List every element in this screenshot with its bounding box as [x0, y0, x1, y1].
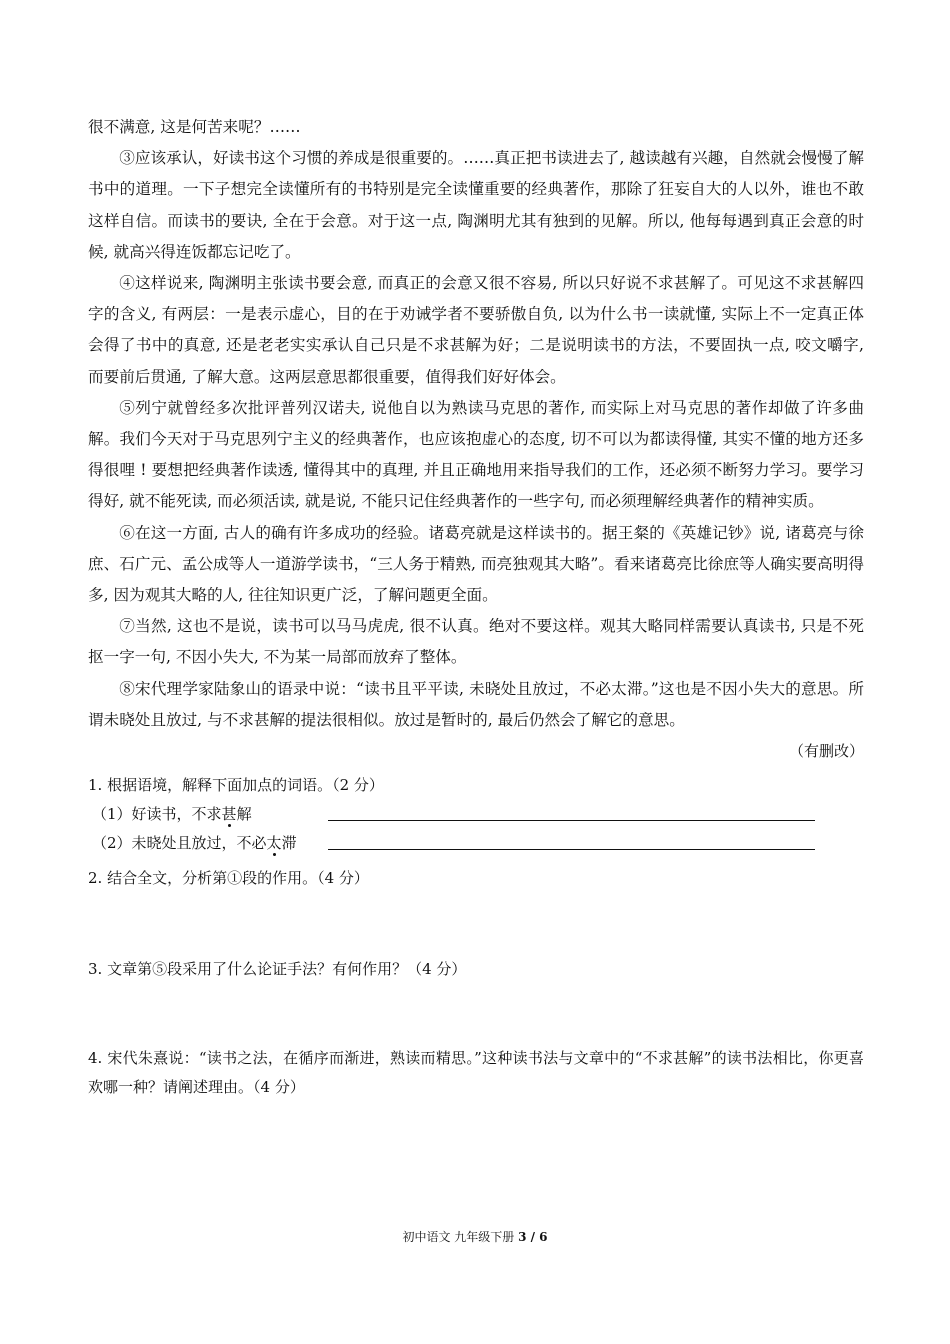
emphasis-dot-char: 太: [266, 834, 282, 853]
page-footer: [0, 1228, 950, 1245]
source-note: （有删改）: [788, 742, 864, 761]
question-3: 3. 文章第⑤段采用了什么论证手法？有何作用？（4 分）: [88, 960, 467, 979]
answer-line-1[interactable]: [328, 820, 815, 821]
answer-line-2[interactable]: [328, 849, 815, 850]
question-2: 2. 结合全文，分析第①段的作用。（4 分）: [88, 869, 369, 888]
paragraph-6: ⑥在这一方面, 古人的确有许多成功的经验。诸葛亮就是这样读书的。据王粲的《英雄记钞》说, 诸葛亮与徐庶、石广元、孟公成等人一道游学读书，“三人务于精熟, 而亮独观其大略”。看来诸葛亮比徐庶等人确实要高明得多, 因为观其大略的人, 往往知识更广泛，了解问题更全面。: [88, 523, 864, 605]
question-1-item-2-label: （2）未晓处且放过，不必太滞: [92, 834, 297, 853]
paragraph-4: ④这样说来, 陶渊明主张读书要会意, 而真正的会意又很不容易, 所以只好说不求甚解了。可见这不求甚解四字的含义, 有两层：一是表示虚心，目的在于劝诫学者不要骄傲自负, 以为什么书一读就懂, 实际上不一定真正体会得了书中的真意, 还是老老实实承认自己只是不求甚解为好；二是说明读书的方法，不要固执一点, 咬文嚼字, 而要前后贯通, 了解大意。这两层意思都很重要，值得我们好好体会。: [88, 274, 864, 386]
document-body: [88, 112, 864, 1102]
question-1-title: 1. 根据语境，解释下面加点的词语。（2 分）: [88, 776, 384, 795]
paragraph-5: ⑤列宁就曾经多次批评普列汉诺夫, 说他自以为熟读马克思的著作, 而实际上对马克思的著作却做了许多曲解。我们今天对于马克思列宁主义的经典著作，也应该抱虚心的态度, 切不可以为都读得懂, 其实不懂的地方还多得很哩 ! 要想把经典著作读透, 懂得其中的真理, 并且正确地用来指导我们的工作，还必须不断努力学习。要学习得好, 就不能死读, 而必须活读, 就是说, 不能只记住经典著作的一些字句, 而必须理解经典著作的精神实质。: [88, 398, 864, 511]
emphasis-dot-char: 甚: [221, 805, 237, 824]
paragraph-8: ⑧宋代理学家陆象山的语录中说：“读书且平平读, 未晓处且放过，不必太滞。”这也是不因小失大的意思。所谓未晓处且放过, 与不求甚解的提法很相似。放过是暂时的, 最后仍然会了解它的意思。: [88, 679, 864, 729]
answer-space-2[interactable]: [88, 893, 864, 955]
question-1-item-2: [88, 829, 864, 858]
page-number: 3 / 6: [518, 1230, 548, 1244]
question-4: 4. 宋代朱熹说：“读书之法，在循序而渐进，熟读而精思。”这种读书法与文章中的“不求甚解”的读书法相比，你更喜欢哪一种？请阐述理由。（4 分）: [88, 1049, 864, 1097]
paragraph-3: ③应该承认，好读书这个习惯的养成是很重要的。……真正把书读进去了, 越读越有兴趣，自然就会慢慢了解书中的道理。一下子想完全读懂所有的书特别是完全读懂重要的经典著作，那除了狂妄自大的人以外，谁也不敢这样自信。而读书的要诀, 全在于会意。对于这一点, 陶渊明尤其有独到的见解。所以, 他每每遇到真正会意的时候, 就高兴得连饭都忘记吃了。: [88, 149, 864, 261]
question-1-item-1-label: （1）好读书，不求甚解: [92, 805, 252, 824]
question-1-item-1: [88, 800, 864, 829]
answer-space-3[interactable]: [88, 984, 864, 1044]
paragraph-7: ⑦当然, 这也不是说，读书可以马马虎虎, 很不认真。绝对不要这样。观其大略同样需要认真读书, 只是不死抠一字一句, 不因小失大, 不为某一局部而放弃了整体。: [88, 617, 864, 667]
paragraph-continued: 很不满意, 这是何苦来呢？……: [88, 118, 301, 136]
footer-course: 初中语文 九年级下册: [402, 1230, 519, 1244]
